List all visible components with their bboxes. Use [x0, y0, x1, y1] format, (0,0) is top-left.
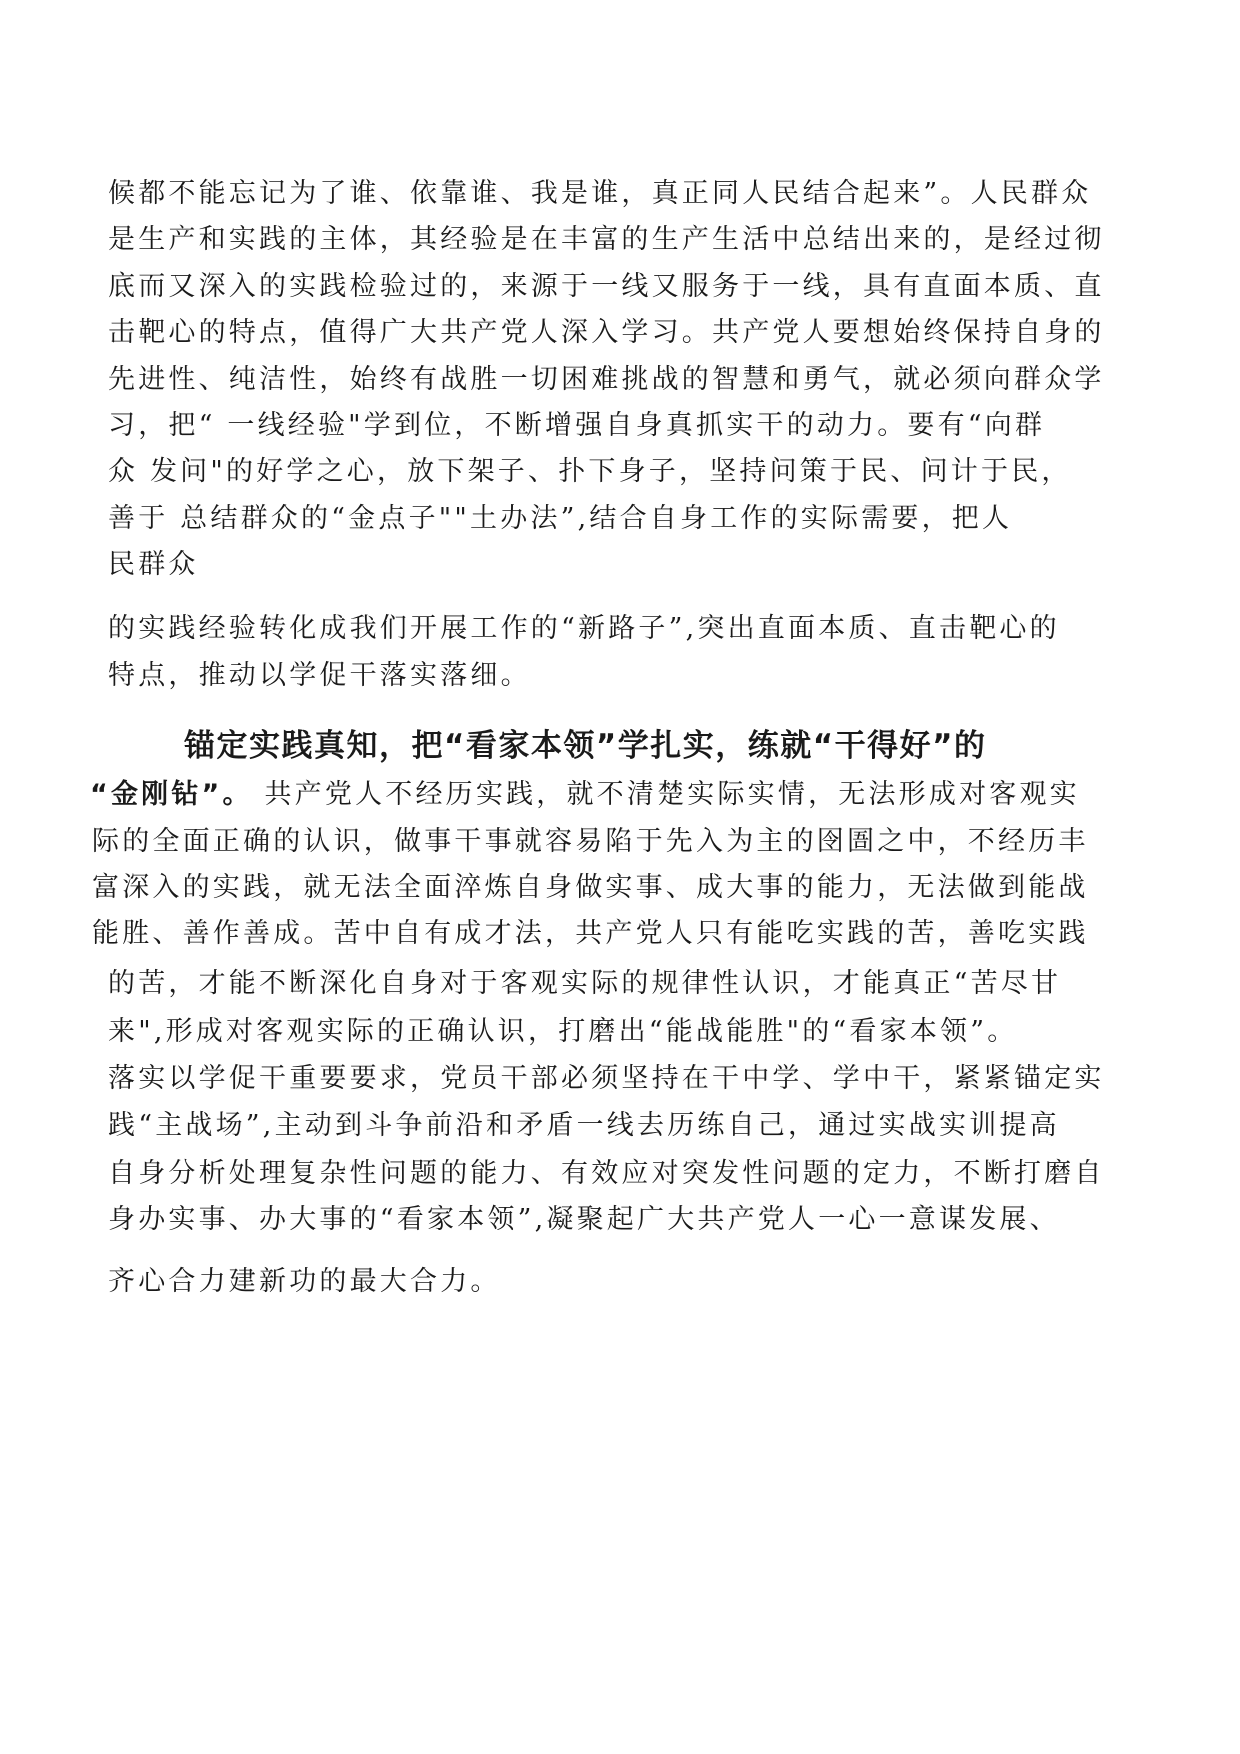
section2-line: 来",形成对客观实际的正确认识，打磨出“能战能胜"的“看家本领”。 — [108, 1016, 1018, 1047]
section2-line: 身办实事、办大事的“看家本领”,凝聚起广大共产党人一心一意谋发展、 — [108, 1204, 1060, 1235]
paragraph1-line: 善于 总结群众的“金点子""土办法”,结合自身工作的实际需要，把人 — [108, 503, 1013, 534]
section2-line: 能胜、善作善成。苦中自有成才法，共产党人只有能吃实践的苦，善吃实践 — [92, 918, 1089, 949]
section2-line: 的苦，才能不断深化自身对于客观实际的规律性认识，才能真正“苦尽甘 — [108, 968, 1062, 999]
paragraph1-line: 习，把“ 一线经验"学到位，不断增强自身真抓实干的动力。要有“向群 — [108, 410, 1046, 441]
paragraph1-line: 底而又深入的实践检验过的，来源于一线又服务于一线，具有直面本质、直 — [108, 271, 1105, 302]
paragraph1-line: 特点，推动以学促干落实落细。 — [108, 660, 531, 691]
section2-first-line-text: 共产党人不经历实践，就不清楚实际实情，无法形成对客观实 — [252, 779, 1080, 810]
paragraph1-line: 候都不能忘记为了谁、依靠谁、我是谁，真正同人民结合起来”。人民群众 — [108, 178, 1092, 209]
section2-line: 落实以学促干重要要求，党员干部必须坚持在干中学、学中干，紧紧锚定实 — [108, 1063, 1105, 1094]
paragraph1-line: 先进性、纯洁性，始终有战胜一切困难挑战的智慧和勇气，就必须向群众学 — [108, 364, 1105, 395]
paragraph1-line: 击靶心的特点，值得广大共产党人深入学习。共产党人要想始终保持自身的 — [108, 317, 1105, 348]
section-heading-continuation: “金刚钻”。 — [90, 779, 253, 810]
paragraph1-line: 众 发问"的好学之心，放下架子、扑下身子，坚持问策于民、问计于民， — [108, 456, 1072, 487]
paragraph1-line: 民群众 — [108, 549, 199, 580]
section2-line: 践“主战场”,主动到斗争前沿和矛盾一线去历练自己，通过实战实训提高 — [108, 1110, 1060, 1141]
section2-line: 自身分析处理复杂性问题的能力、有效应对突发性问题的定力，不断打磨自 — [108, 1158, 1105, 1189]
section2-line — [90, 775, 1080, 815]
section2-line: 齐心合力建新功的最大合力。 — [108, 1266, 501, 1297]
section2-line: 富深入的实践，就无法全面淬炼自身做实事、成大事的能力，无法做到能战 — [92, 872, 1089, 903]
section-heading: 锚定实践真知，把“看家本领”学扎实，练就“干得好”的 — [184, 728, 987, 764]
section2-line: 际的全面正确的认识，做事干事就容易陷于先入为主的囹圄之中，不经历丰 — [92, 826, 1089, 857]
paragraph1-line: 是生产和实践的主体，其经验是在丰富的生产生活中总结出来的，是经过彻 — [108, 224, 1105, 255]
paragraph1-line: 的实践经验转化成我们开展工作的“新路子”,突出直面本质、直击靶心的 — [108, 613, 1060, 644]
